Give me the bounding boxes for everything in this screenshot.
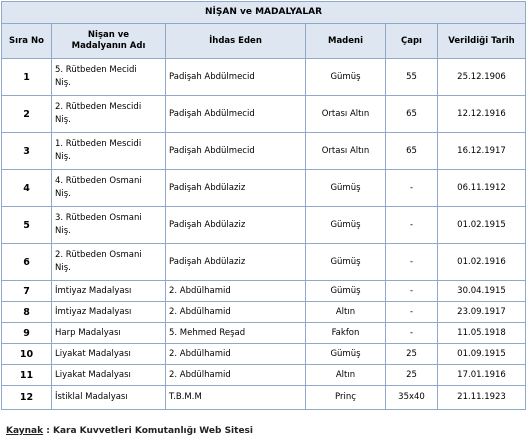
table-row	[2, 133, 526, 170]
table-title-row	[2, 2, 526, 24]
cell-date: 01.02.1916	[438, 244, 526, 281]
cell-material: Fakfon	[306, 323, 386, 344]
cell-name-line2: Niş.	[55, 226, 71, 236]
table-row	[2, 244, 526, 281]
cell-established-by: 2. Abdülhamid	[166, 302, 306, 323]
cell-diameter: -	[386, 323, 438, 344]
cell-established-by: Padişah Abdülaziz	[166, 170, 306, 207]
cell-name-line1: 1. Rütbeden Mescidi	[55, 139, 142, 149]
cell-no: 5	[2, 207, 52, 244]
cell-date: 16.12.1917	[438, 133, 526, 170]
cell-name	[52, 96, 166, 133]
cell-name	[52, 344, 166, 365]
cell-name	[52, 59, 166, 96]
cell-no: 6	[2, 244, 52, 281]
cell-material: Gümüş	[306, 59, 386, 96]
cell-no: 12	[2, 386, 52, 410]
cell-established-by: Padişah Abdülmecid	[166, 59, 306, 96]
cell-name-line1: 3. Rütbeden Osmani	[55, 213, 142, 223]
cell-material: Ortası Altın	[306, 96, 386, 133]
header-name-line2: Madalyanın Adı	[71, 41, 146, 51]
cell-material: Ortası Altın	[306, 133, 386, 170]
cell-date: 12.12.1916	[438, 96, 526, 133]
header-name	[52, 24, 166, 59]
cell-name	[52, 244, 166, 281]
cell-no: 9	[2, 323, 52, 344]
cell-date: 11.05.1918	[438, 323, 526, 344]
cell-established-by: Padişah Abdülaziz	[166, 244, 306, 281]
cell-date: 01.09.1915	[438, 344, 526, 365]
cell-name-line1: Liyakat Madalyası	[55, 369, 131, 380]
header-no: Sıra No	[2, 24, 52, 59]
cell-established-by: 2. Abdülhamid	[166, 365, 306, 386]
cell-date: 25.12.1906	[438, 59, 526, 96]
cell-name-line2: Niş.	[55, 78, 71, 88]
cell-name	[52, 323, 166, 344]
cell-material: Gümüş	[306, 344, 386, 365]
cell-name-line1: İmtiyaz Madalyası	[55, 285, 132, 296]
cell-name	[52, 133, 166, 170]
cell-diameter: 25	[386, 344, 438, 365]
cell-established-by: 2. Abdülhamid	[166, 344, 306, 365]
cell-name-line2: Niş.	[55, 189, 71, 199]
cell-no: 10	[2, 344, 52, 365]
cell-diameter: 65	[386, 133, 438, 170]
header-diameter: Çapı	[386, 24, 438, 59]
table-row	[2, 96, 526, 133]
table-row	[2, 386, 526, 410]
cell-name-line1: Liyakat Madalyası	[55, 348, 131, 359]
cell-diameter: -	[386, 281, 438, 302]
cell-name-line1: İstiklal Madalyası	[55, 392, 128, 402]
source-label: Kaynak	[6, 426, 44, 436]
cell-no: 7	[2, 281, 52, 302]
cell-date: 23.09.1917	[438, 302, 526, 323]
cell-diameter: 25	[386, 365, 438, 386]
cell-established-by: Padişah Abdülaziz	[166, 207, 306, 244]
table-row	[2, 59, 526, 96]
source-note	[6, 426, 253, 436]
cell-diameter: -	[386, 170, 438, 207]
medals-table	[1, 1, 526, 410]
table-row	[2, 323, 526, 344]
cell-material: Gümüş	[306, 244, 386, 281]
cell-name-line1: 2. Rütbeden Mescidi	[55, 102, 142, 112]
cell-material: Gümüş	[306, 170, 386, 207]
cell-name-line2: Niş.	[55, 152, 71, 162]
header-material: Madeni	[306, 24, 386, 59]
cell-material: Gümüş	[306, 281, 386, 302]
cell-diameter: 55	[386, 59, 438, 96]
header-date: Verildiği Tarih	[438, 24, 526, 59]
cell-no: 4	[2, 170, 52, 207]
cell-material: Prinç	[306, 386, 386, 410]
table-row	[2, 170, 526, 207]
cell-no: 3	[2, 133, 52, 170]
cell-established-by: T.B.M.M	[166, 386, 306, 410]
cell-date: 30.04.1915	[438, 281, 526, 302]
cell-diameter: -	[386, 302, 438, 323]
cell-no: 11	[2, 365, 52, 386]
table-title: NİŞAN ve MADALYALAR	[2, 2, 526, 24]
cell-date: 17.01.1916	[438, 365, 526, 386]
cell-diameter: 65	[386, 96, 438, 133]
cell-established-by: Padişah Abdülmecid	[166, 96, 306, 133]
cell-date: 01.02.1915	[438, 207, 526, 244]
cell-diameter: -	[386, 207, 438, 244]
cell-name-line2: Niş.	[55, 115, 71, 125]
cell-material: Gümüş	[306, 207, 386, 244]
table-header-row	[2, 24, 526, 59]
cell-name	[52, 281, 166, 302]
source-text: Kara Kuvvetleri Komutanlığı Web Sitesi	[52, 426, 253, 436]
cell-date: 21.11.1923	[438, 386, 526, 410]
table-row	[2, 207, 526, 244]
table-row	[2, 302, 526, 323]
header-name-line1: Nişan ve	[87, 30, 130, 40]
cell-name-line1: 5. Rütbeden Mecidi	[55, 65, 137, 75]
cell-no: 2	[2, 96, 52, 133]
cell-name-line1: 4. Rütbeden Osmani	[55, 176, 142, 186]
cell-diameter: 35x40	[386, 386, 438, 410]
cell-date: 06.11.1912	[438, 170, 526, 207]
cell-material: Altın	[306, 302, 386, 323]
cell-established-by: 2. Abdülhamid	[166, 281, 306, 302]
cell-established-by: 5. Mehmed Reşad	[166, 323, 306, 344]
cell-name-line1: Harp Madalyası	[55, 327, 121, 338]
cell-name	[52, 207, 166, 244]
cell-name-line1: 2. Rütbeden Osmani	[55, 250, 142, 260]
cell-name	[52, 302, 166, 323]
source-separator: :	[43, 426, 53, 436]
cell-established-by: Padişah Abdülmecid	[166, 133, 306, 170]
cell-name-line2: Niş.	[55, 263, 71, 273]
table-body	[2, 59, 526, 410]
cell-name-line1: İmtiyaz Madalyası	[55, 306, 132, 317]
cell-diameter: -	[386, 244, 438, 281]
table-row	[2, 344, 526, 365]
cell-name	[52, 170, 166, 207]
table-row	[2, 281, 526, 302]
cell-name	[52, 386, 166, 410]
cell-no: 8	[2, 302, 52, 323]
header-established-by: İhdas Eden	[166, 24, 306, 59]
cell-name	[52, 365, 166, 386]
table-row	[2, 365, 526, 386]
cell-material: Altın	[306, 365, 386, 386]
cell-no: 1	[2, 59, 52, 96]
